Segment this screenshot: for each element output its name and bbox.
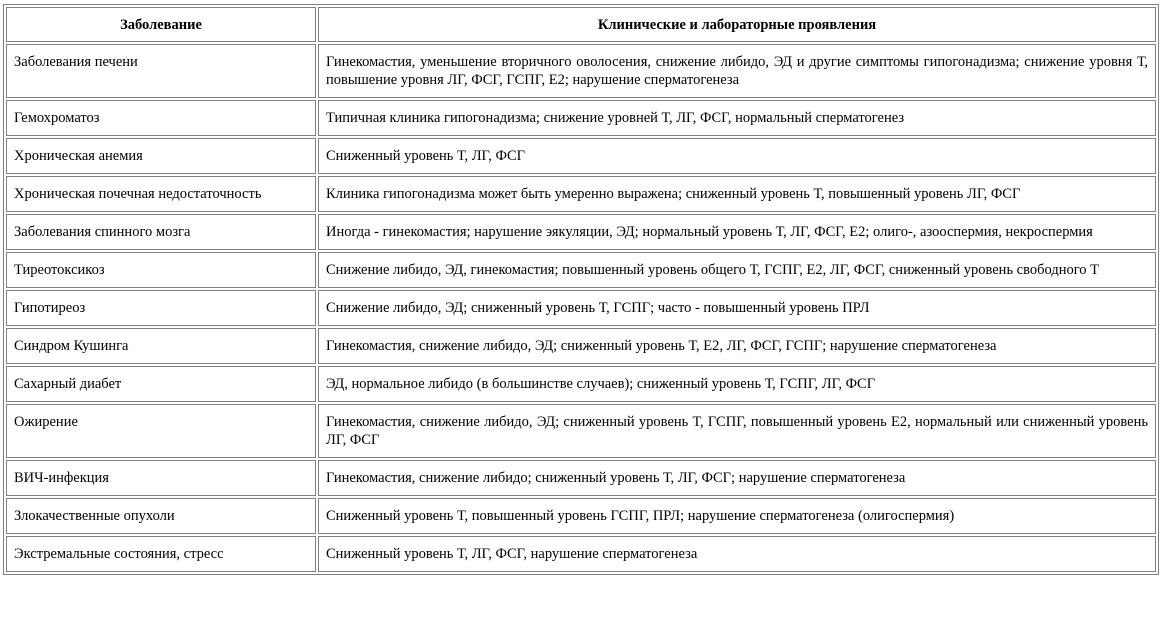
table-row: [6, 176, 1156, 212]
manifestations-cell: Сниженный уровень Т, ЛГ, ФСГ, нарушение сперматогенеза: [318, 536, 1156, 572]
disease-cell: Хроническая почечная недостаточность: [6, 176, 316, 212]
disease-cell: Гипотиреоз: [6, 290, 316, 326]
table-container: [3, 4, 1158, 575]
table-row: [6, 214, 1156, 250]
manifestations-cell: Гинекомастия, уменьшение вторичного оволосения, снижение либидо, ЭД и другие симптомы гипогонадизма; снижение уровня Т, повышение уровня ЛГ, ФСГ, ГСПГ, Е2; нарушение сперматогенеза: [318, 44, 1156, 98]
manifestations-cell: Гинекомастия, снижение либидо, ЭД; сниженный уровень Т, Е2, ЛГ, ФСГ, ГСПГ; нарушение сперматогенеза: [318, 328, 1156, 364]
disease-cell: Синдром Кушинга: [6, 328, 316, 364]
disease-cell: Тиреотоксикоз: [6, 252, 316, 288]
disease-cell: Хроническая анемия: [6, 138, 316, 174]
manifestations-cell: Клиника гипогонадизма может быть умеренно выражена; сниженный уровень Т, повышенный уровень ЛГ, ФСГ: [318, 176, 1156, 212]
manifestations-cell: Гинекомастия, снижение либидо; сниженный уровень Т, ЛГ, ФСГ; нарушение сперматогенеза: [318, 460, 1156, 496]
table-row: [6, 100, 1156, 136]
disease-cell: Заболевания спинного мозга: [6, 214, 316, 250]
manifestations-cell: Типичная клиника гипогонадизма; снижение уровней Т, ЛГ, ФСГ, нормальный сперматогенез: [318, 100, 1156, 136]
manifestations-cell: Снижение либидо, ЭД; сниженный уровень Т, ГСПГ; часто - повышенный уровень ПРЛ: [318, 290, 1156, 326]
disease-cell: Экстремальные состояния, стресс: [6, 536, 316, 572]
manifestations-cell: ЭД, нормальное либидо (в большинстве случаев); сниженный уровень Т, ГСПГ, ЛГ, ФСГ: [318, 366, 1156, 402]
table-row: [6, 366, 1156, 402]
header-row: [6, 7, 1156, 42]
column-header-disease: Заболевание: [6, 7, 316, 42]
table-row: [6, 328, 1156, 364]
disease-cell: Ожирение: [6, 404, 316, 458]
clinical-manifestations-table: [3, 4, 1159, 575]
disease-cell: Злокачественные опухоли: [6, 498, 316, 534]
table-row: [6, 404, 1156, 458]
table-row: [6, 252, 1156, 288]
table-row: [6, 290, 1156, 326]
manifestations-cell: Снижение либидо, ЭД, гинекомастия; повышенный уровень общего Т, ГСПГ, Е2, ЛГ, ФСГ, сниженный уровень свободного Т: [318, 252, 1156, 288]
table-row: [6, 498, 1156, 534]
disease-cell: Гемохроматоз: [6, 100, 316, 136]
table-row: [6, 44, 1156, 98]
table-row: [6, 138, 1156, 174]
manifestations-cell: Сниженный уровень Т, ЛГ, ФСГ: [318, 138, 1156, 174]
disease-cell: Сахарный диабет: [6, 366, 316, 402]
column-header-manifestations: Клинические и лабораторные проявления: [318, 7, 1156, 42]
disease-cell: Заболевания печени: [6, 44, 316, 98]
manifestations-cell: Гинекомастия, снижение либидо, ЭД; сниженный уровень Т, ГСПГ, повышенный уровень Е2, нормальный или сниженный уровень ЛГ, ФСГ: [318, 404, 1156, 458]
manifestations-cell: Иногда - гинекомастия; нарушение эякуляции, ЭД; нормальный уровень Т, ЛГ, ФСГ, Е2; олиго-, азооспермия, некроспермия: [318, 214, 1156, 250]
disease-cell: ВИЧ-инфекция: [6, 460, 316, 496]
table-row: [6, 536, 1156, 572]
manifestations-cell: Сниженный уровень Т, повышенный уровень ГСПГ, ПРЛ; нарушение сперматогенеза (олигоспермия): [318, 498, 1156, 534]
table-row: [6, 460, 1156, 496]
